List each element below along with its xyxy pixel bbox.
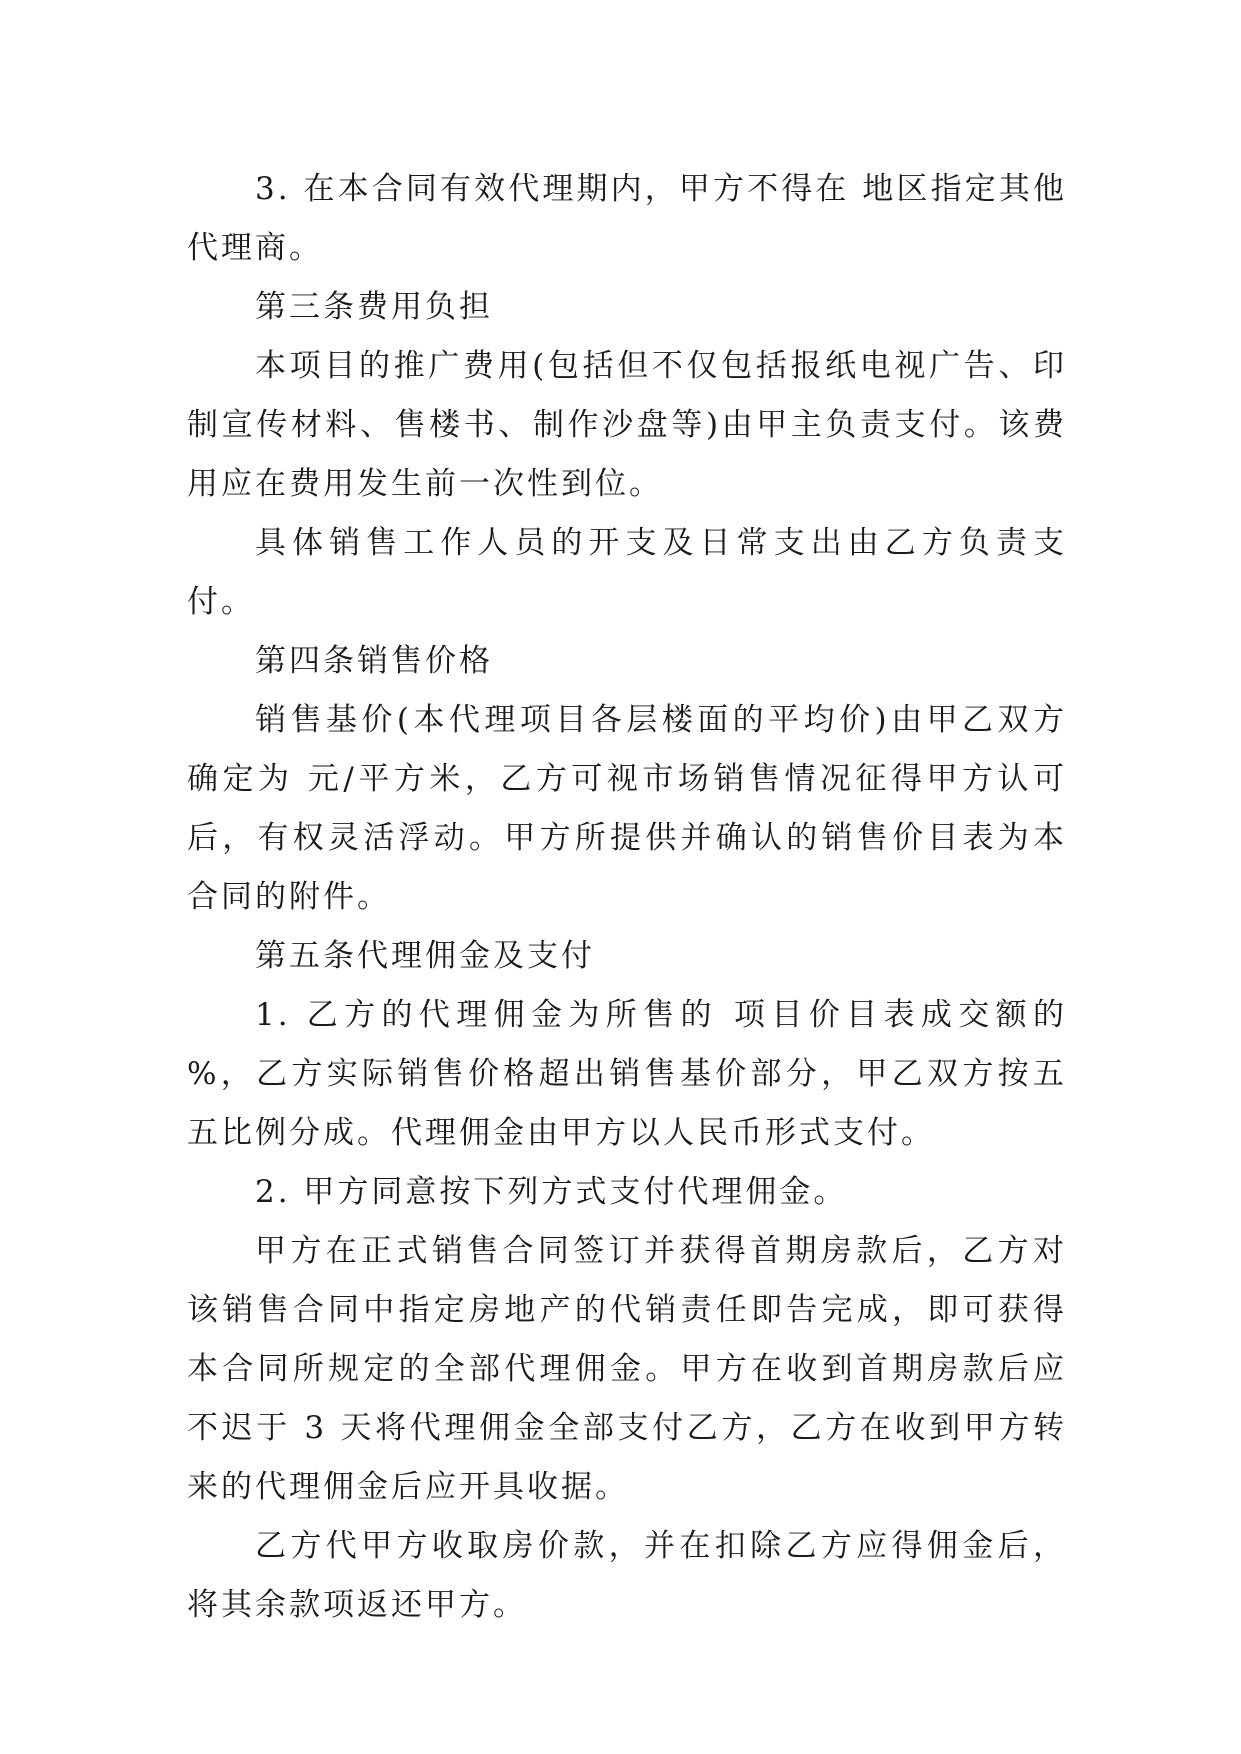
paragraph-staff-costs: 具体销售工作人员的开支及日常支出由乙方负责支付。 [187,525,1067,620]
heading-article-4: 第四条销售价格 [255,643,493,679]
heading-article-3: 第三条费用负担 [255,289,493,325]
paragraph-commission-1: 1. 乙方的代理佣金为所售的 项目价目表成交额的 %，乙方实际销售价格超出销售基价部分，甲乙双方按五五比例分成。代理佣金由甲方以人民币形式支付。 [187,997,1067,1151]
paragraph-commission-payment: 甲方在正式销售合同签订并获得首期房款后，乙方对该销售合同中指定房地产的代销责任即告完成，即可获得本合同所规定的全部代理佣金。甲方在收到首期房款后应不迟于 3 天将代理佣金全部支付乙方，乙方在收到甲方转来的代理佣金后应开具收据。 [187,1233,1067,1505]
paragraph-clause-3: 3. 在本合同有效代理期内，甲方不得在 地区指定其他代理商。 [187,171,1067,266]
document-body [187,160,1067,1635]
paragraph-price-collection: 乙方代甲方收取房价款，并在扣除乙方应得佣金后，将其余款项返还甲方。 [187,1528,1067,1623]
paragraph-promotion-costs: 本项目的推广费用(包括但不仅包括报纸电视广告、印制宣传材料、售楼书、制作沙盘等)由甲主负责支付。该费用应在费用发生前一次性到位。 [187,348,1067,502]
heading-article-5: 第五条代理佣金及支付 [255,938,595,974]
paragraph-sales-price: 销售基价(本代理项目各层楼面的平均价)由甲乙双方确定为 元/平方米，乙方可视市场销售情况征得甲方认可后，有权灵活浮动。甲方所提供并确认的销售价目表为本合同的附件。 [187,702,1067,915]
paragraph-commission-2: 2. 甲方同意按下列方式支付代理佣金。 [255,1174,848,1210]
